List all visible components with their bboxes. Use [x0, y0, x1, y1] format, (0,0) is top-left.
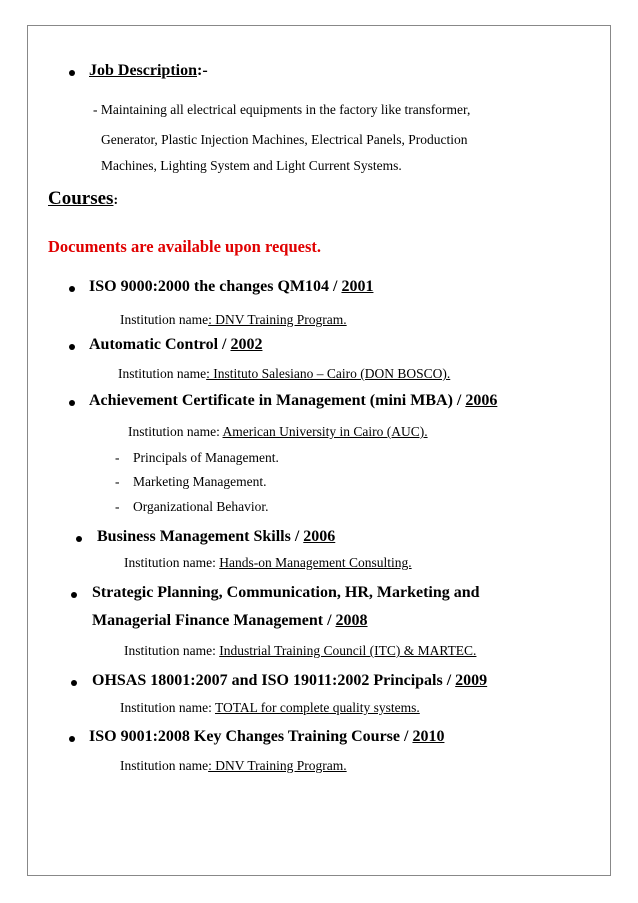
courses-heading [48, 188, 118, 210]
bullet-icon [69, 286, 75, 292]
course-year: 2001 [341, 278, 374, 295]
subitem-dash: - [115, 499, 120, 514]
course-title-text: OHSAS 18001:2007 and ISO 19011:2002 Principals / [92, 672, 456, 689]
bullet-icon [71, 680, 77, 686]
course-title [92, 672, 487, 690]
course-year: 2006 [303, 528, 336, 545]
course-year: 2008 [335, 612, 368, 629]
course-year: 2002 [230, 336, 263, 353]
institution-label: Institution name: [124, 555, 220, 570]
courses-heading-text: Courses [48, 188, 114, 209]
course-institution [120, 312, 347, 328]
course-institution [120, 758, 347, 774]
institution-label: Institution name: [120, 700, 215, 715]
institution-label: Institution name [118, 366, 207, 381]
course-title [89, 336, 262, 354]
institution-value: TOTAL for complete quality systems. [215, 700, 420, 715]
institution-value: Hands-on Management Consulting. [219, 555, 412, 570]
course-year: 2006 [465, 392, 498, 409]
course-title [97, 528, 335, 546]
institution-value: : DNV Training Program. [208, 758, 347, 773]
course-institution [118, 366, 450, 382]
courses-heading-colon: : [113, 193, 119, 208]
job-line-1: - Maintaining all electrical equipments in the factory like transformer, [93, 102, 471, 117]
course-title-text: ISO 9001:2008 Key Changes Training Course / [89, 728, 413, 745]
institution-value: : DNV Training Program. [208, 312, 347, 327]
institution-label: Institution name: [128, 424, 223, 439]
course-subitem: Principals of Management. [133, 450, 279, 465]
course-title [92, 612, 368, 630]
bullet-icon [69, 736, 75, 742]
course-year: 2010 [412, 728, 445, 745]
subitem-dash: - [115, 474, 120, 489]
subitem-dash: - [115, 450, 120, 465]
institution-label: Institution name [120, 758, 209, 773]
course-institution [124, 643, 476, 659]
course-title-text: Business Management Skills / [97, 528, 304, 545]
bullet-icon [76, 536, 82, 542]
course-title-text: Automatic Control / [89, 336, 231, 353]
bullet-icon [69, 70, 75, 76]
course-title-text: ISO 9000:2000 the changes QM104 / [89, 278, 342, 295]
institution-label: Institution name: [124, 643, 220, 658]
institution-value: Industrial Training Council (ITC) & MARTEC. [219, 643, 477, 658]
course-institution [128, 424, 428, 440]
course-title-line1: Strategic Planning, Communication, HR, Marketing and [92, 584, 480, 601]
bullet-icon [69, 400, 75, 406]
course-title-text: Achievement Certificate in Management (mini MBA) / [89, 392, 466, 409]
job-description-label: Job Description [89, 62, 197, 79]
bullet-icon [69, 344, 75, 350]
course-title [89, 392, 497, 410]
course-institution [124, 555, 412, 571]
course-title [89, 278, 373, 296]
job-line-2: Generator, Plastic Injection Machines, Electrical Panels, Production [101, 132, 468, 147]
documents-note: Documents are available upon request. [48, 237, 322, 256]
course-institution [120, 700, 420, 716]
job-description-heading [89, 62, 208, 80]
course-subitem: Organizational Behavior. [133, 499, 269, 514]
institution-value: : Instituto Salesiano – Cairo (DON BOSCO). [206, 366, 451, 381]
course-title [89, 728, 444, 746]
course-subitem: Marketing Management. [133, 474, 267, 489]
job-description-suffix: :- [197, 62, 208, 79]
bullet-icon [71, 592, 77, 598]
institution-value: American University in Cairo (AUC). [222, 424, 428, 439]
course-title-text: Managerial Finance Management / [92, 612, 336, 629]
job-line-3: Machines, Lighting System and Light Current Systems. [101, 158, 402, 173]
course-year: 2009 [455, 672, 488, 689]
institution-label: Institution name [120, 312, 209, 327]
